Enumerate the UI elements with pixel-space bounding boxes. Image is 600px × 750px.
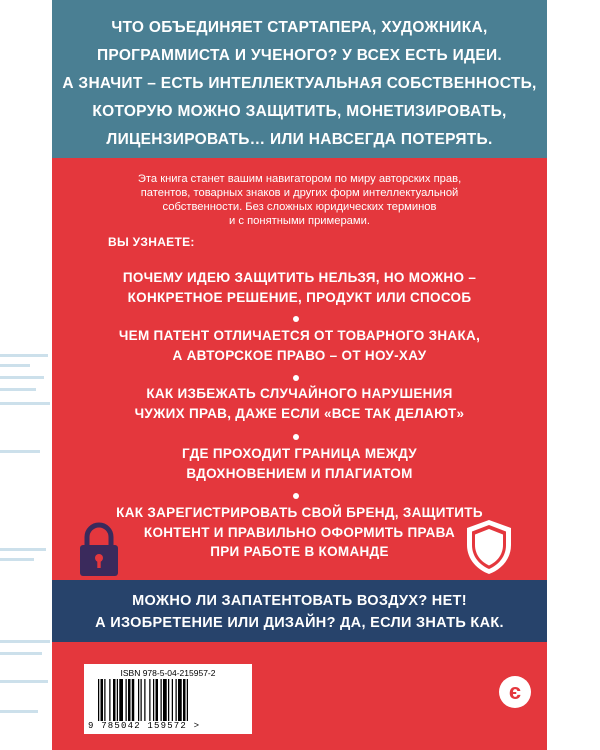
barcode-bar (163, 679, 167, 721)
barcode-bar (98, 679, 99, 721)
barcode-bar (156, 679, 159, 721)
intro-line: и с понятными примерами. (229, 215, 370, 227)
barcode-bar (187, 679, 188, 721)
barcode-bar (128, 679, 131, 721)
learn-heading: ВЫ УЗНАЕТЕ: (108, 235, 195, 249)
learning-point-line: ГДЕ ПРОХОДИТ ГРАНИЦА МЕЖДУ (182, 446, 417, 461)
barcode-bar (161, 679, 162, 721)
bullet-dot (293, 434, 299, 440)
learning-point-line: А АВТОРСКОЕ ПРАВО – ОТ НОУ-ХАУ (172, 347, 427, 363)
barcode-icon (96, 679, 246, 721)
barcode-box (84, 664, 252, 734)
learning-point-line: КОНКРЕТНОЕ РЕШЕНИЕ, ПРОДУКТ ИЛИ СПОСОБ (127, 289, 472, 305)
bullet-dot (293, 316, 299, 322)
intro-line: патентов, товарных знаков и других форм интеллектуальной (140, 187, 459, 199)
barcode-bar (176, 679, 177, 721)
bottom-band-text (52, 590, 547, 634)
barcode-bar (117, 679, 118, 721)
print-artifact (0, 350, 52, 730)
barcode-bar (138, 679, 139, 721)
barcode-bar (153, 679, 154, 721)
learning-point-line: КАК ИЗБЕЖАТЬ СЛУЧАЙНОГО НАРУШЕНИЯ (146, 386, 453, 401)
publisher-logo-icon (499, 676, 531, 708)
barcode-bar (109, 679, 110, 721)
learning-point (52, 326, 547, 365)
learning-point-line: ЧУЖИХ ПРАВ, ДАЖЕ ЕСЛИ «ВСЕ ТАК ДЕЛАЮТ» (134, 405, 465, 421)
bottom-band-line: А ИЗОБРЕТЕНИЕ ИЛИ ДИЗАЙН? ДА, ЕСЛИ ЗНАТЬ КАК. (95, 615, 504, 631)
intro-line: Эта книга станет вашим навигатором по миру авторских прав, (137, 173, 462, 185)
bottom-band-line: МОЖНО ЛИ ЗАПАТЕНТОВАТЬ ВОЗДУХ? НЕТ! (132, 593, 467, 609)
barcode-bar (119, 679, 123, 721)
learning-point-line: ВДОХНОВЕНИЕМ И ПЛАГИАТОМ (186, 465, 413, 481)
isbn-text: ISBN 978-5-04-215957-2 (120, 668, 216, 678)
barcode-bar (168, 679, 169, 721)
top-band-line: ПРОГРАММИСТА И УЧЕНОГО? У ВСЕХ ЕСТЬ ИДЕИ. (96, 47, 503, 64)
lock-icon (76, 520, 122, 578)
barcode-bar (141, 679, 142, 721)
barcode-bar (172, 679, 173, 721)
barcode-bar (101, 679, 104, 721)
bottom-band (52, 580, 547, 642)
learning-point (52, 444, 547, 483)
barcode-bar (178, 679, 182, 721)
top-band-line: ЧТО ОБЪЕДИНЯЕТ СТАРТАПЕРА, ХУДОЖНИКА, (111, 19, 488, 36)
bullet-dot (293, 493, 299, 499)
learning-point-line: ПРИ РАБОТЕ В КОМАНДЕ (210, 544, 389, 559)
barcode-bar (183, 679, 186, 721)
learning-point-line: ЧЕМ ПАТЕНТ ОТЛИЧАЕТСЯ ОТ ТОВАРНОГО ЗНАКА, (118, 328, 481, 343)
barcode-bar (132, 679, 135, 721)
barcode-bar (149, 679, 150, 721)
barcode-bar (144, 679, 145, 721)
learning-point-line: КОНТЕНТ И ПРАВИЛЬНО ОФОРМИТЬ ПРАВА (143, 524, 456, 540)
top-band-line: ЛИЦЕНЗИРОВАТЬ… ИЛИ НАВСЕГДА ПОТЕРЯТЬ. (106, 131, 493, 148)
learning-point-line: ПОЧЕМУ ИДЕЮ ЗАЩИТИТЬ НЕЛЬЗЯ, НО МОЖНО – (122, 270, 477, 285)
learning-point-line: КАК ЗАРЕГИСТРИРОВАТЬ СВОЙ БРЕНД, ЗАЩИТИТЬ (116, 505, 483, 520)
learning-point (52, 384, 547, 423)
book-back-cover (52, 0, 547, 750)
barcode-digits: 9 785042 159572 > (88, 721, 201, 731)
bullet-dot (293, 375, 299, 381)
top-band-line: КОТОРУЮ МОЖНО ЗАЩИТИТЬ, МОНЕТИЗИРОВАТЬ, (92, 103, 507, 120)
intro-line: собственности. Без сложных юридических терминов (162, 201, 437, 213)
barcode-bar (104, 679, 105, 721)
publisher-logo-glyph: є (508, 679, 522, 704)
top-band-line: А ЗНАЧИТ – ЕСТЬ ИНТЕЛЛЕКТУАЛЬНАЯ СОБСТВЕННОСТЬ, (62, 75, 537, 92)
barcode-bar (113, 679, 116, 721)
barcode-bar (126, 679, 127, 721)
learning-point (52, 268, 547, 307)
shield-icon (464, 518, 514, 576)
